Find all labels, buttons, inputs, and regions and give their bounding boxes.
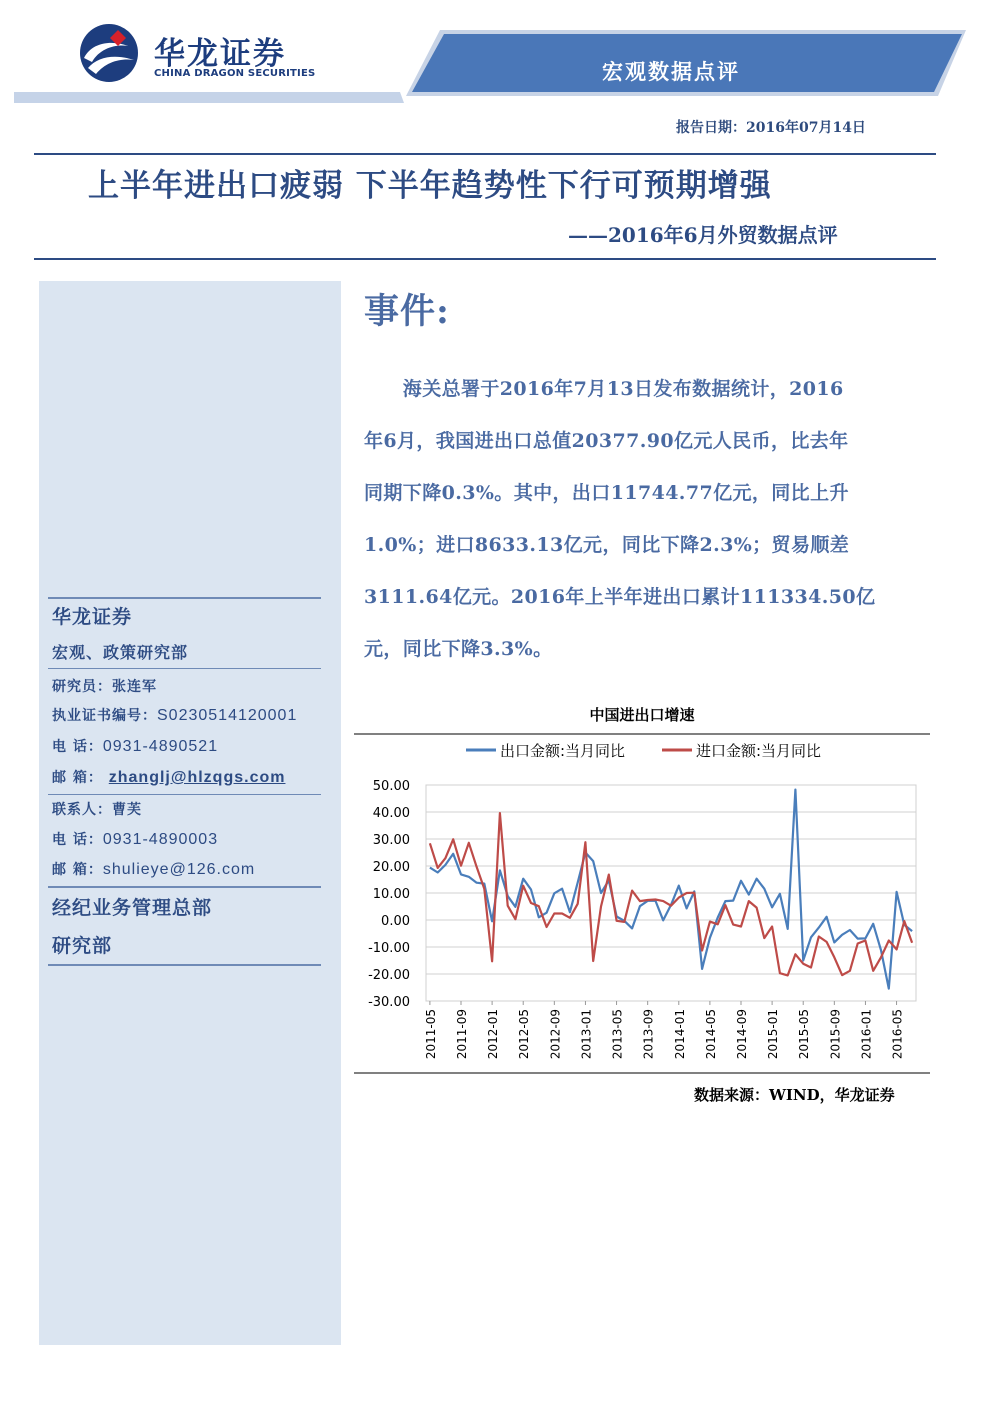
contact-email-label: 邮 箱： (52, 862, 103, 878)
title-top-rule (34, 153, 936, 155)
chart-legend (466, 742, 821, 760)
section-label: 宏观数据点评 (602, 59, 740, 84)
title-bottom-rule (34, 258, 936, 260)
phone-row (52, 736, 218, 756)
y-tick-label: 50.00 (372, 779, 410, 794)
x-tick-label: 2014-09 (735, 1009, 749, 1060)
x-tick-label: 2015-01 (766, 1009, 781, 1060)
chart-x-axis (424, 1001, 905, 1059)
y-tick-label: 30.00 (372, 833, 410, 848)
chart-y-axis (368, 779, 410, 1010)
email-label: 邮 箱： (52, 770, 103, 786)
cert-label: 执业证书编号： (52, 708, 157, 724)
phone-value: 0931-4890521 (102, 738, 219, 755)
x-tick-label: 2015-09 (828, 1009, 843, 1060)
sidebar-divider (48, 794, 321, 795)
sidebar-dept: 宏观、政策研究部 (52, 643, 189, 662)
chart-title: 中国进出口增速 (589, 706, 695, 724)
contact-phone-label: 电 话： (52, 832, 103, 848)
x-tick-label: 2011-05 (423, 1009, 438, 1060)
cert-row (52, 705, 297, 725)
y-tick-label: 0.00 (381, 914, 410, 929)
x-tick-label: 2013-05 (610, 1009, 625, 1060)
legend-label-import: 进口金额:当月同比 (696, 742, 822, 760)
trade-growth-chart (354, 700, 930, 1075)
dragon-logo-icon (78, 22, 140, 84)
cert-value: S0230514120001 (157, 707, 298, 724)
event-paragraph-line: 3111.64亿元。2016年上半年进出口累计111334.50亿 (364, 586, 876, 608)
x-tick-label: 2015-05 (797, 1009, 812, 1060)
sidebar-divider (48, 886, 321, 888)
sidebar-divider (48, 597, 321, 599)
email-link[interactable]: zhanglj@hlzqgs.com (108, 769, 286, 786)
x-tick-label: 2014-01 (672, 1009, 687, 1060)
email-row (52, 767, 285, 787)
event-paragraph-line: 元，同比下降3.3%。 (364, 638, 553, 660)
brand-name-en: CHINA DRAGON SECURITIES (154, 68, 316, 79)
brand-logo (78, 22, 398, 90)
y-tick-label: -10.00 (368, 941, 410, 956)
x-tick-label: 2016-05 (890, 1009, 905, 1060)
contact-name: 联系人：曹芙 (52, 802, 142, 818)
report-date: 报告日期：2016年07月14日 (676, 120, 866, 136)
main-title: 上半年进出口疲弱 下半年趋势性下行可预期增强 (88, 168, 772, 204)
y-tick-label: -20.00 (368, 968, 410, 983)
event-heading: 事件: (364, 291, 450, 332)
import-growth-line (430, 813, 912, 975)
chart-source: 数据来源：WIND，华龙证券 (694, 1086, 895, 1104)
contact-email-value: shulieye@126.com (102, 861, 256, 878)
analyst-name: 研究员：张连军 (52, 679, 157, 695)
sidebar-company: 华龙证券 (52, 606, 133, 628)
contact-email-row (52, 859, 255, 879)
phone-label: 电 话： (52, 739, 103, 755)
sidebar-divider (48, 964, 321, 966)
contact-phone-value: 0931-4890003 (102, 831, 219, 848)
chart-plot (354, 700, 930, 1075)
x-tick-label: 2013-09 (641, 1009, 656, 1060)
contact-phone-row (52, 829, 218, 849)
y-tick-label: 40.00 (372, 806, 410, 821)
y-tick-label: 20.00 (372, 860, 410, 875)
legend-label-export: 出口金额:当月同比 (500, 742, 626, 760)
y-tick-label: 10.00 (372, 887, 410, 902)
export-growth-line (430, 790, 912, 989)
x-tick-label: 2013-01 (579, 1009, 594, 1060)
brand-name-cn: 华龙证券 (154, 36, 286, 72)
sidebar-dept2-line2: 研究部 (52, 935, 113, 957)
sub-title: ——2016年6月外贸数据点评 (568, 223, 838, 247)
y-tick-label: -30.00 (368, 995, 410, 1010)
sidebar-dept2-line1: 经纪业务管理总部 (52, 897, 213, 919)
event-paragraph-line: 同期下降0.3%。其中，出口11744.77亿元，同比上升 (364, 482, 849, 504)
chart-series (430, 790, 912, 989)
event-paragraph-line: 1.0%；进口8633.13亿元，同比下降2.3%；贸易顺差 (364, 534, 850, 556)
x-tick-label: 2014-05 (703, 1009, 718, 1060)
x-tick-label: 2012-05 (517, 1009, 532, 1060)
x-tick-label: 2016-01 (859, 1009, 874, 1060)
x-tick-label: 2012-09 (548, 1009, 563, 1060)
x-tick-label: 2012-01 (486, 1009, 501, 1060)
event-paragraph-line: 海关总署于2016年7月13日发布数据统计，2016 (364, 378, 844, 400)
x-tick-label: 2011-09 (455, 1009, 469, 1060)
event-paragraph-line: 年6月，我国进出口总值20377.90亿元人民币，比去年 (364, 430, 849, 452)
sidebar-divider (48, 668, 321, 669)
